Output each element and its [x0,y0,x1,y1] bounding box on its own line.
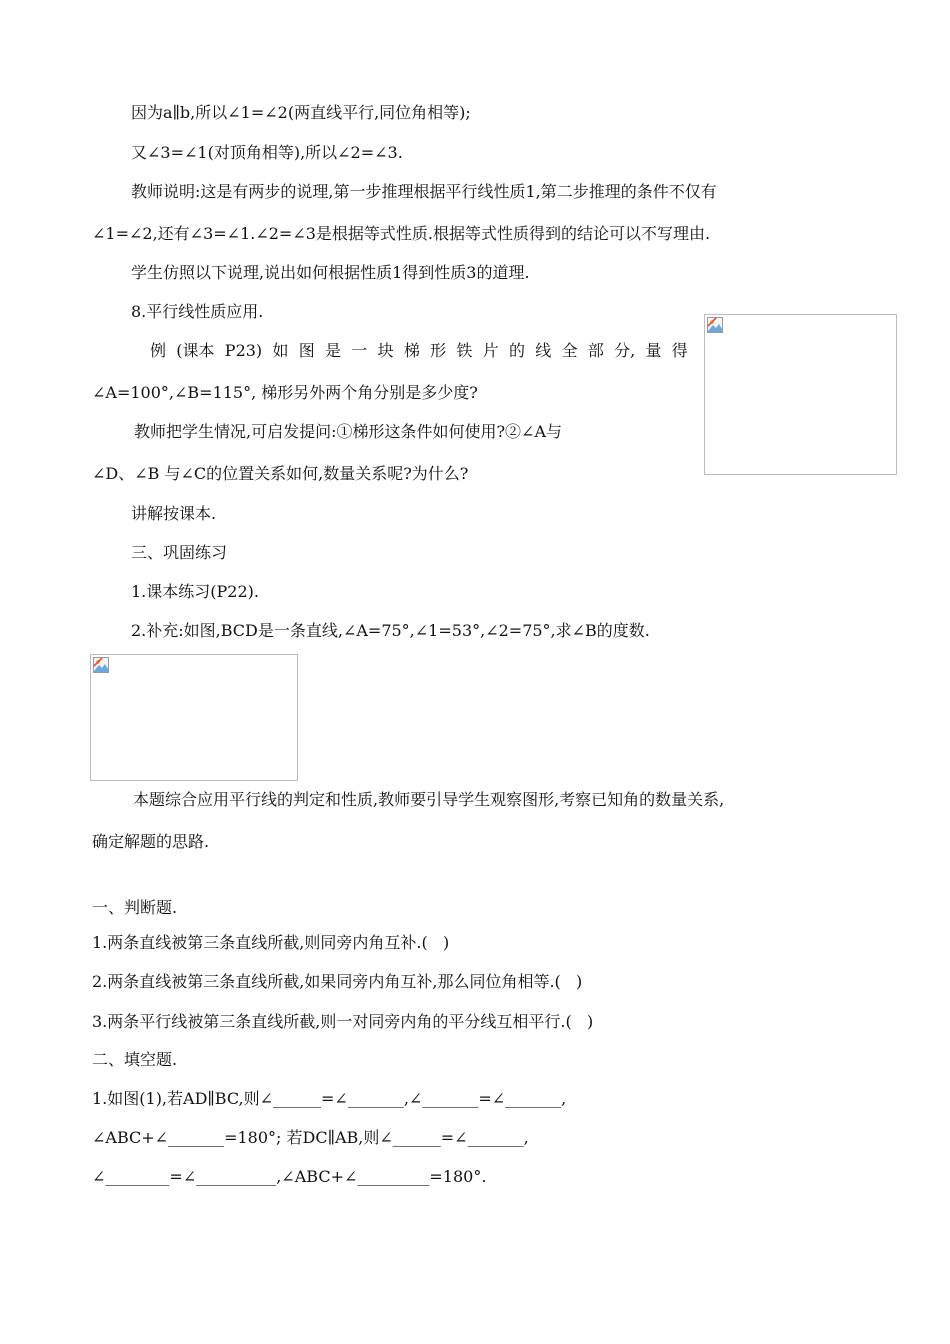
text-token: 量 [645,341,662,360]
text-line: 本题综合应用平行线的判定和性质,教师要引导学生观察图形,考察已知角的数量关系, [133,790,725,809]
text-token: 是 [325,341,342,360]
text-token: 梯 [403,341,420,360]
broken-image-icon [93,657,109,673]
text-line: 学生仿照以下说理,说出如何根据性质1得到性质3的道理. [131,263,530,282]
figure-placeholder [90,654,298,781]
text-token: 一 [351,341,368,360]
text-line: 1.课本练习(P22). [131,582,259,601]
text-token: 部 [587,341,604,360]
question-line: 1.如图(1),若AD∥BC,则∠______=∠_______,∠_______=∠_______, [92,1089,567,1108]
text-line: 确定解题的思路. [92,832,210,851]
text-token: 块 [377,341,394,360]
text-token: 线 [535,341,552,360]
text-token: 全 [561,341,578,360]
text-line: ∠D、∠B 与∠C的位置关系如何,数量关系呢?为什么? [92,464,469,483]
text-token: 分, [614,341,636,360]
text-line: 2.补充:如图,BCD是一条直线,∠A=75°,∠1=53°,∠2=75°,求∠B的度数. [131,621,650,640]
text-token: 图 [298,341,315,360]
text-token: 片 [482,341,499,360]
text-line: ∠A=100°,∠B=115°, 梯形另外两个角分别是多少度? [92,383,478,402]
text-line: 三、巩固练习 [131,543,228,562]
section-heading: 二、填空题. [92,1050,178,1069]
question-line: ∠________=∠__________,∠ABC+∠_________=180°. [92,1167,487,1186]
example-line [150,341,688,361]
question-line: ∠ABC+∠_______=180°; 若DC∥AB,则∠______=∠_______, [92,1128,529,1147]
figure-placeholder [704,314,897,475]
text-token: P23) [224,341,263,360]
text-token: 得 [671,341,688,360]
text-line: ∠1=∠2,还有∠3=∠1.∠2=∠3是根据等式性质.根据等式性质得到的结论可以不写理由. [92,224,711,243]
text-token: 形 [430,341,447,360]
text-line: 讲解按课本. [131,504,217,523]
text-token: 铁 [456,341,473,360]
text-token: 例 [150,341,167,360]
text-line: 8.平行线性质应用. [131,302,264,321]
question-line: 1.两条直线被第三条直线所截,则同旁内角互补.( ) [92,933,450,952]
text-token: 如 [272,341,289,360]
question-line: 2.两条直线被第三条直线所截,如果同旁内角互补,那么同位角相等.( ) [92,972,583,991]
text-line: 又∠3=∠1(对顶角相等),所以∠2=∠3. [131,143,403,162]
text-line: 教师说明:这是有两步的说理,第一步推理根据平行线性质1,第二步推理的条件不仅有 [131,182,717,201]
text-token: 的 [508,341,525,360]
text-line: 因为a∥b,所以∠1=∠2(两直线平行,同位角相等); [131,103,471,122]
text-token: (课本 [176,341,215,360]
broken-image-icon [707,317,723,333]
question-line: 3.两条平行线被第三条直线所截,则一对同旁内角的平分线互相平行.( ) [92,1012,594,1031]
text-line: 教师把学生情况,可启发提问:①梯形这条件如何使用?②∠A与 [134,422,563,441]
section-heading: 一、判断题. [92,898,178,917]
